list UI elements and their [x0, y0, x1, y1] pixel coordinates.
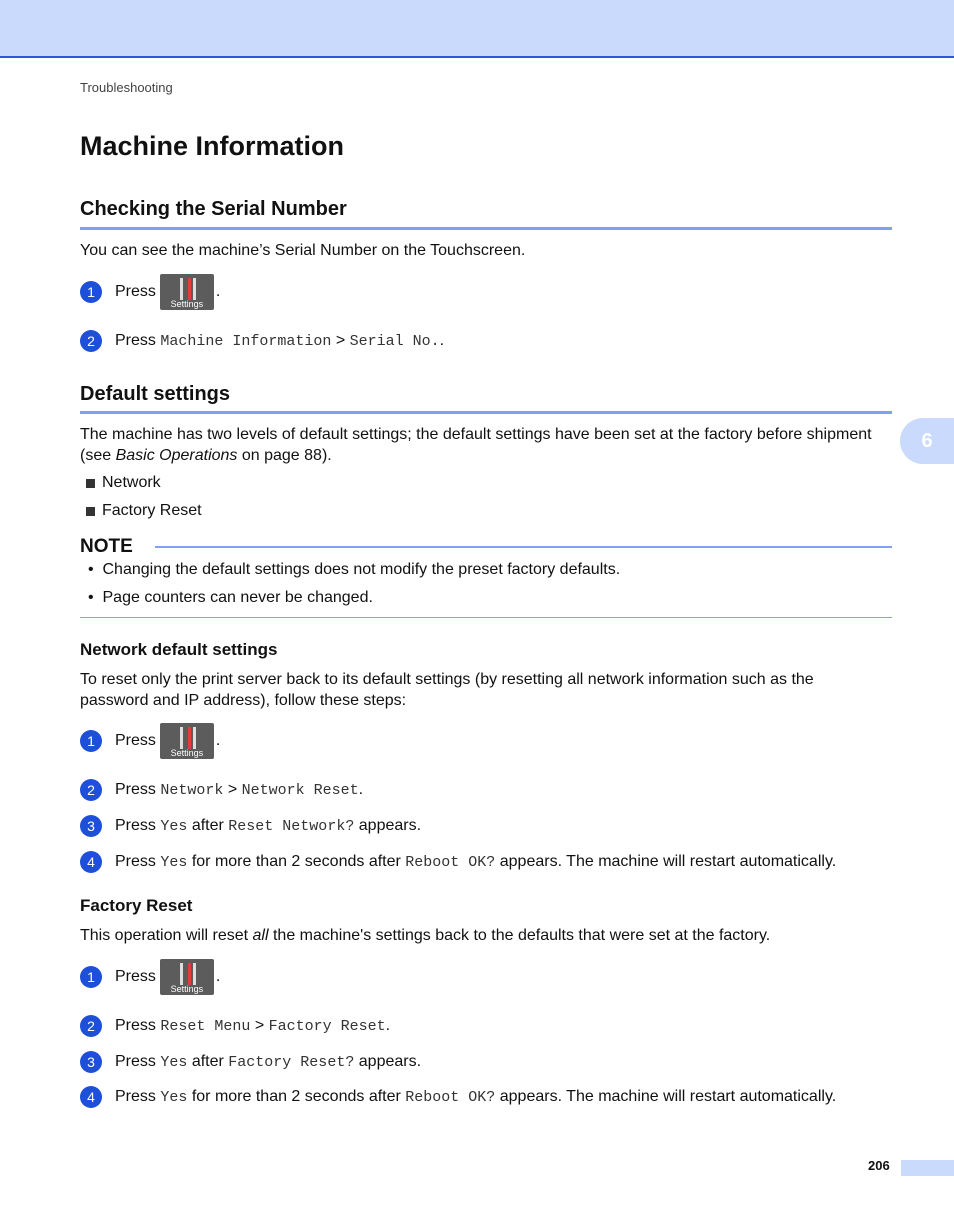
step-number-icon: 1: [80, 966, 102, 988]
list-item: Factory Reset: [86, 502, 202, 520]
network-intro: To reset only the print server back to its default settings (by resetting all network information such as the password and IP address), follow these steps:: [80, 671, 814, 709]
section-rule: [80, 227, 892, 230]
step-4-factory: 4 Press Yes for more than 2 seconds after Reboot OK? appears. The machine will restart automatically.: [80, 1085, 836, 1109]
step-number-icon: 2: [80, 330, 102, 352]
section-title-default: Default settings: [80, 383, 231, 405]
step-number-icon: 1: [80, 281, 102, 303]
factory-intro: This operation will reset all the machine's settings back to the defaults that were set at the factory.: [80, 927, 771, 944]
step-2-network: 2 Press Network > Network Reset .: [80, 778, 363, 802]
menu-item: Yes: [160, 1088, 188, 1106]
section-rule: [80, 411, 892, 414]
menu-item: Machine Information: [160, 332, 332, 350]
subsection-title-factory: Factory Reset: [80, 896, 193, 915]
step-4-network: 4 Press Yes for more than 2 seconds after Reboot OK? appears. The machine will restart automatically.: [80, 850, 836, 874]
square-bullet-icon: [86, 479, 95, 488]
step-number-icon: 4: [80, 1086, 102, 1108]
menu-item: Factory Reset: [268, 1017, 386, 1035]
header-band: [0, 0, 954, 58]
chapter-tab: 6: [900, 418, 954, 464]
step-number-icon: 2: [80, 779, 102, 801]
note-item: • Page counters can never be changed.: [88, 589, 373, 606]
menu-item: Network Reset: [241, 781, 359, 799]
settings-button-icon[interactable]: Settings: [160, 723, 214, 759]
prompt-text: Factory Reset?: [228, 1053, 355, 1071]
menu-item: Serial No.: [349, 332, 440, 350]
menu-item: Yes: [160, 817, 188, 835]
note-rule: [155, 546, 892, 548]
step-number-icon: 4: [80, 851, 102, 873]
page-title: Machine Information: [80, 131, 345, 161]
breadcrumb: Troubleshooting: [80, 80, 173, 95]
menu-item: Reset Menu: [160, 1017, 251, 1035]
page-number: 206: [868, 1158, 890, 1173]
menu-item: Network: [160, 781, 224, 799]
serial-intro: You can see the machine’s Serial Number on the Touchscreen.: [80, 242, 526, 259]
square-bullet-icon: [86, 507, 95, 516]
section-title-serial: Checking the Serial Number: [80, 198, 347, 220]
note-title: NOTE: [80, 536, 133, 557]
cross-reference: Basic Operations: [115, 447, 238, 464]
step-3-factory: 3 Press Yes after Factory Reset? appears.: [80, 1050, 421, 1074]
settings-button-icon[interactable]: Settings: [160, 274, 214, 310]
menu-item: Yes: [160, 1053, 188, 1071]
step-2-factory: 2 Press Reset Menu > Factory Reset .: [80, 1014, 390, 1038]
step-number-icon: 3: [80, 1051, 102, 1073]
step-number-icon: 2: [80, 1015, 102, 1037]
page-number-bar: [901, 1160, 954, 1176]
prompt-text: Reboot OK?: [405, 1088, 496, 1106]
step-3-network: 3 Press Yes after Reset Network? appears.: [80, 814, 421, 838]
menu-item: Yes: [160, 853, 188, 871]
step-number-icon: 1: [80, 730, 102, 752]
subsection-title-network: Network default settings: [80, 640, 278, 659]
note-item: • Changing the default settings does not modify the preset factory defaults.: [88, 561, 621, 578]
step-1-factory: 1 Press Settings .: [80, 965, 220, 989]
note-end-rule: [80, 617, 892, 618]
settings-button-icon[interactable]: Settings: [160, 959, 214, 995]
step-number-icon: 3: [80, 815, 102, 837]
list-item: Network: [86, 474, 161, 492]
default-intro: The machine has two levels of default settings; the default settings have been set at the factory before shipment (see Basic Operations on page 88).: [80, 426, 872, 464]
step-1-serial: 1 Press Settings .: [80, 280, 220, 304]
prompt-text: Reboot OK?: [405, 853, 496, 871]
step-1-network: 1 Press Settings .: [80, 729, 220, 753]
step-2-serial: 2 Press Machine Information > Serial No. .: [80, 329, 444, 353]
prompt-text: Reset Network?: [228, 817, 355, 835]
